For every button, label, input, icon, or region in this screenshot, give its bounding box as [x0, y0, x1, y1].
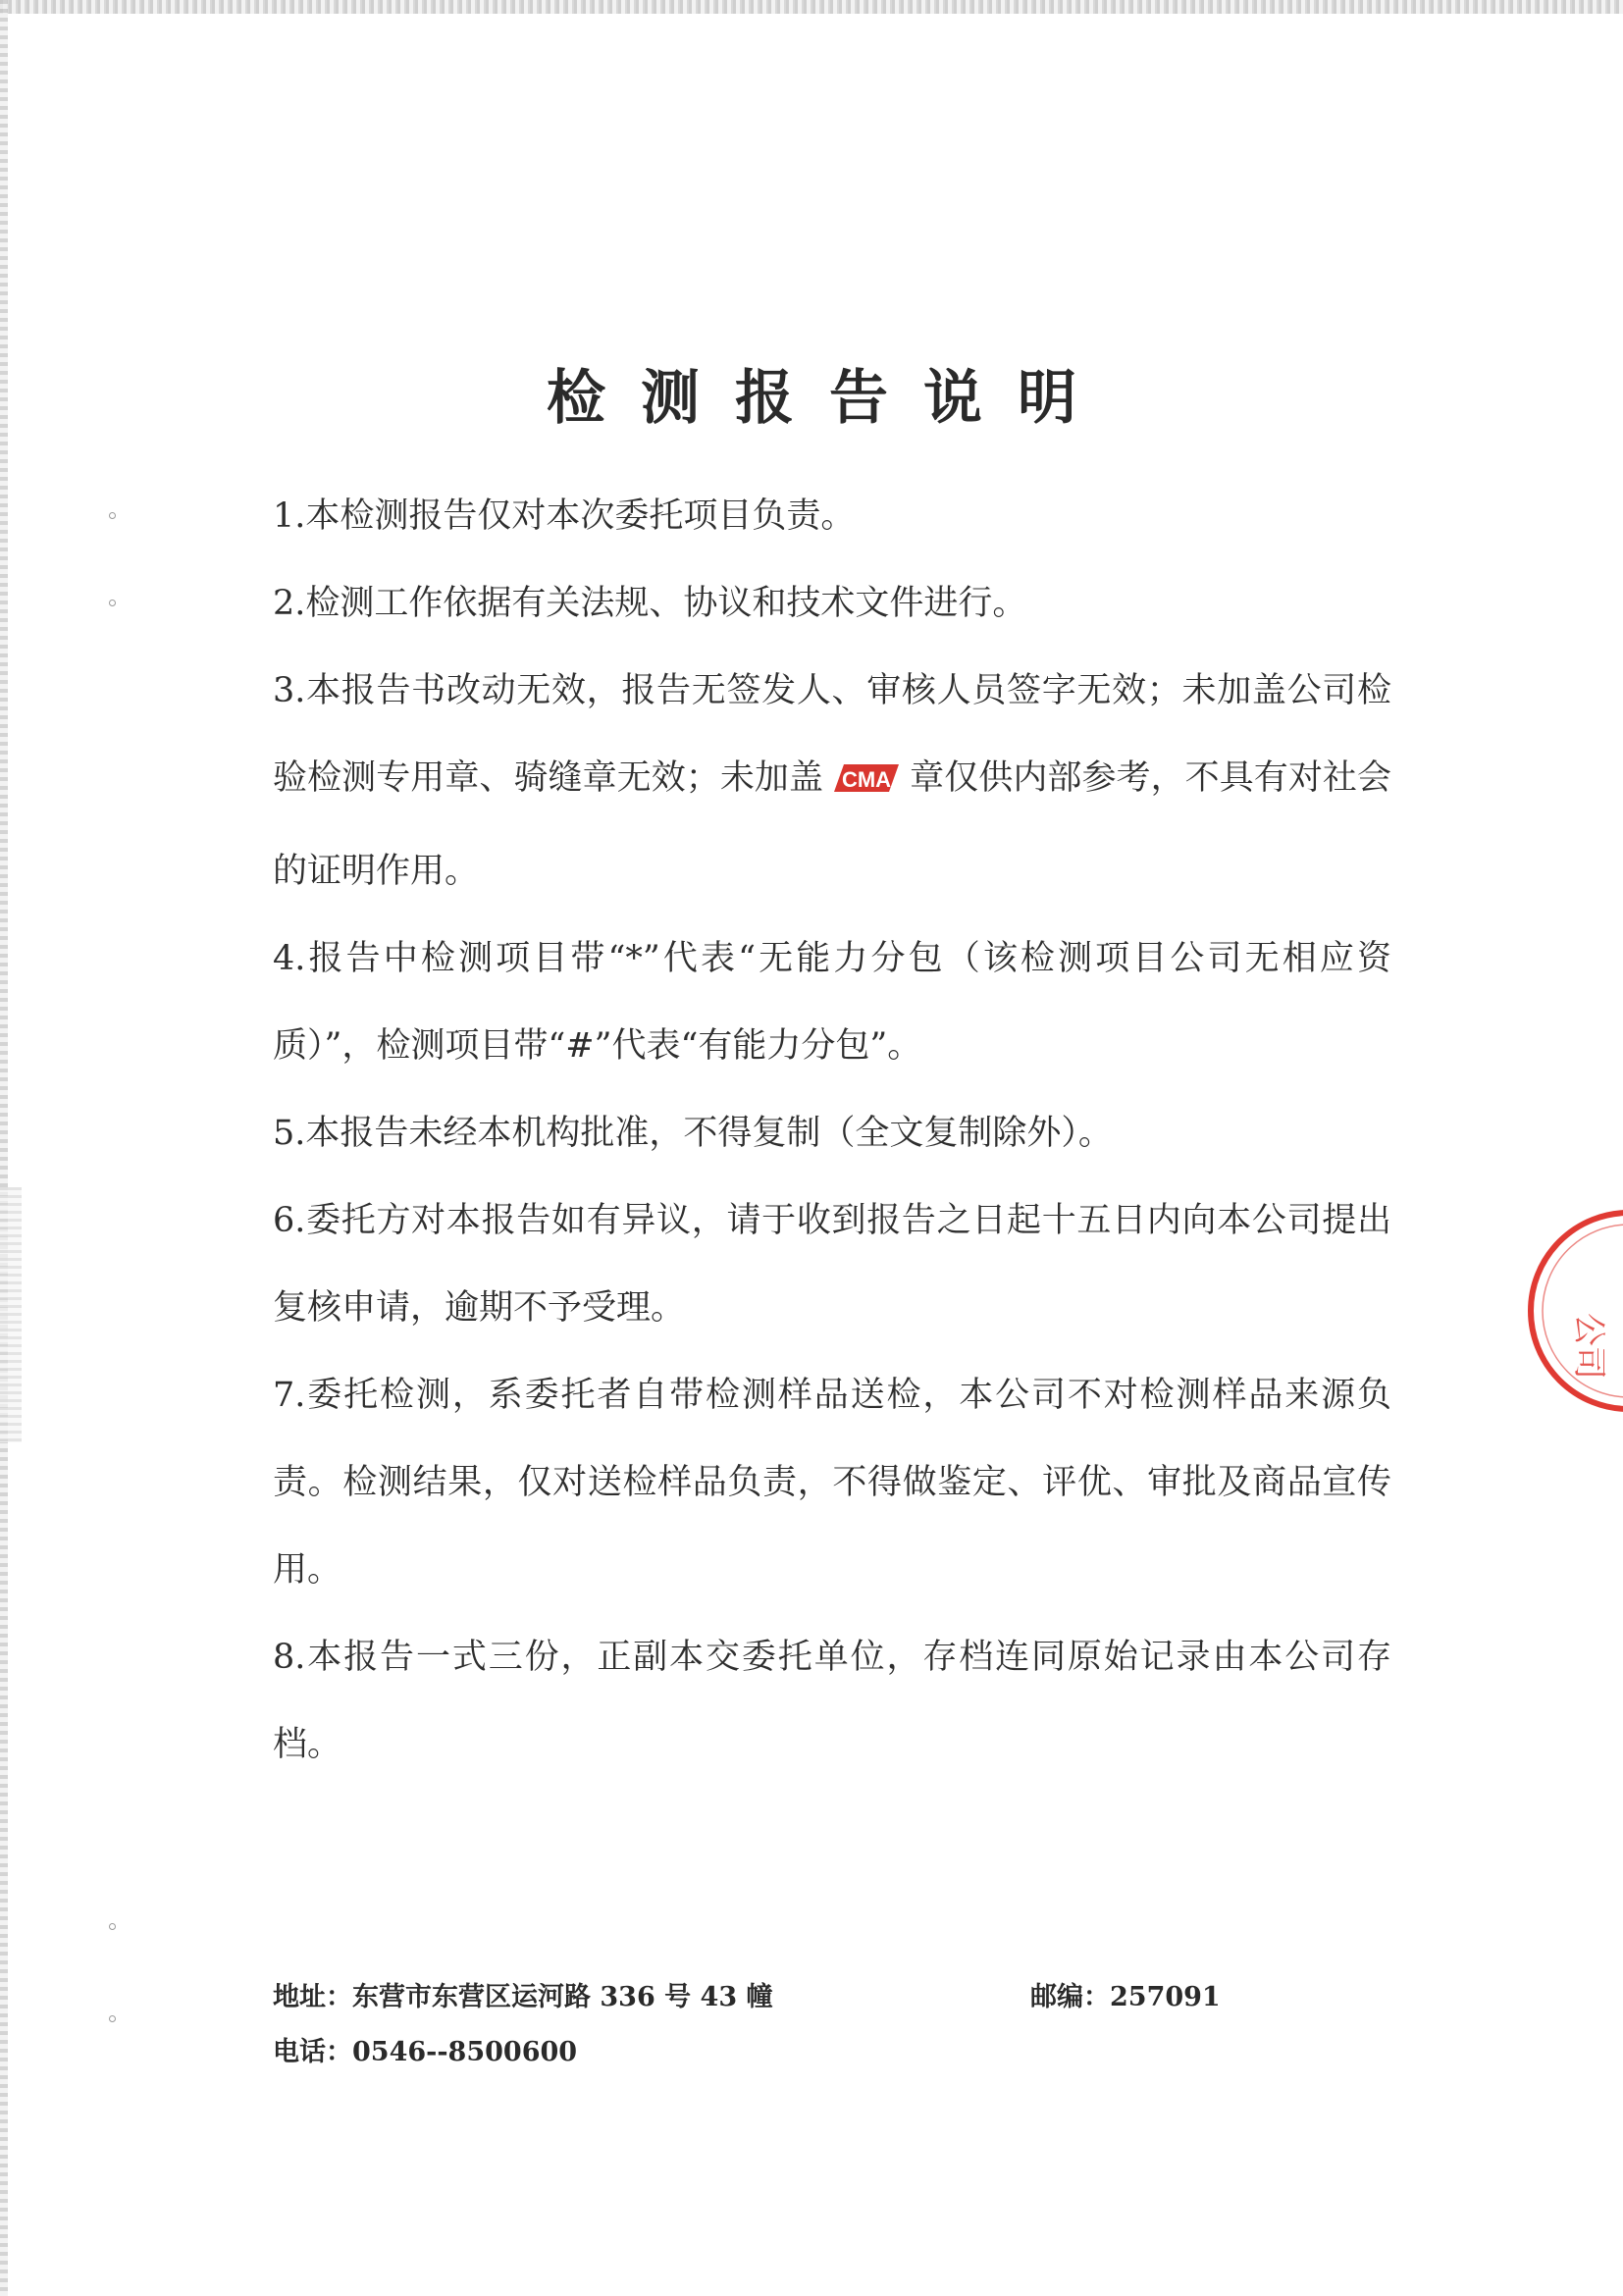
document-title: 检测报告说明: [547, 364, 1112, 434]
contact-footer: [273, 1970, 1391, 2080]
terms-list: [273, 473, 1391, 1789]
scan-top-edge: [0, 0, 1623, 14]
term-item-2: [273, 560, 1391, 648]
svg-text:公司: 公司: [1569, 1313, 1608, 1380]
term-text: 2.检测工作依据有关法规、协议和技术文件进行。: [273, 584, 1027, 623]
term-text: 5.本报告未经本机构批准，不得复制（全文复制除外）。: [273, 1114, 1113, 1153]
term-text: 7.委托检测，系委托者自带检测样品送检，本公司不对检测样品来源负责。检测结果，仅对送检样品负责，不得做鉴定、评优、审批及商品宣传用。: [273, 1376, 1391, 1590]
term-item-7: [273, 1352, 1391, 1614]
term-item-4: [273, 915, 1391, 1090]
punch-hole-mark: [109, 600, 116, 606]
scan-left-edge: [0, 0, 8, 2296]
punch-hole-mark: [109, 2015, 116, 2022]
term-text: 4.报告中检测项目带“*”代表“无能力分包（该检测项目公司无相应资质）”，检测项目带“#”代表“有能力分包”。: [273, 939, 1391, 1066]
term-text-continued: 章仅供内部参考，不具有对社会的证明作用。: [273, 758, 1391, 891]
address-text: 地址：东营市东营区运河路 336 号 43 幢: [273, 1982, 773, 2012]
term-text: 6.委托方对本报告如有异议，请于收到报告之日起十五日内向本公司提出复核申请，逾期不予受理。: [273, 1201, 1391, 1328]
term-text: 1.本检测报告仅对本次委托项目负责。: [273, 496, 856, 536]
partial-company-seal: [1519, 1205, 1623, 1417]
term-item-5: [273, 1090, 1391, 1177]
term-item-6: [273, 1177, 1391, 1352]
term-item-1: [273, 473, 1391, 560]
term-item-3: [273, 648, 1391, 915]
cma-mark-icon: [829, 741, 904, 828]
punch-hole-mark: [109, 1923, 116, 1930]
scan-left-shadow: [0, 1187, 22, 1442]
footer-row-address: [273, 1970, 1391, 2025]
phone-text: 电话：0546--8500600: [273, 2037, 578, 2067]
term-text: 8.本报告一式三份，正副本交委托单位，存档连同原始记录由本公司存档。: [273, 1638, 1391, 1764]
zip-code-text: 邮编：257091: [1030, 1982, 1221, 2012]
footer-row-phone: [273, 2025, 1391, 2080]
term-item-8: [273, 1614, 1391, 1789]
svg-text:CMA: CMA: [842, 767, 892, 792]
punch-hole-mark: [109, 512, 116, 519]
term-text: 3.本报告书改动无效，报告无签发人、审核人员签字无效；未加盖公司检验检测专用章、骑缝章无效；未加盖: [273, 671, 1391, 798]
